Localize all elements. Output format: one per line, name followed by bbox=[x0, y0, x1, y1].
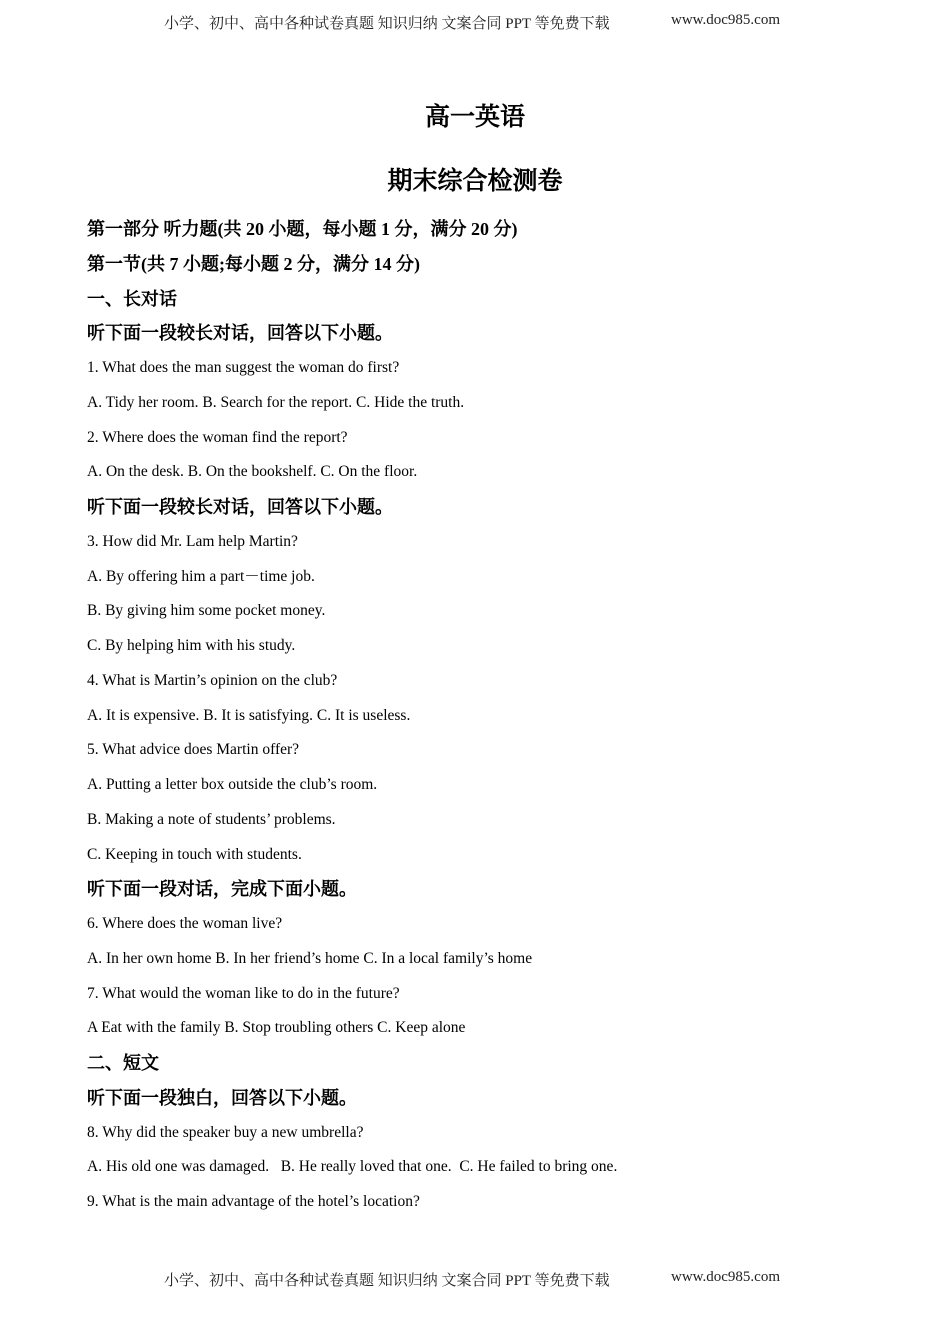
section-heading: 第一部分 听力题(共 20 小题，每小题 1 分，满分 20 分) bbox=[87, 219, 518, 239]
section-heading: 听下面一段较长对话，回答以下小题。 bbox=[87, 323, 393, 344]
question-line: 3. How did Mr. Lam help Martin? bbox=[87, 532, 298, 550]
question-line: A. It is expensive. B. It is satisfying. C. It is useless. bbox=[87, 706, 411, 724]
question-line: A. Tidy her room. B. Search for the report. C. Hide the truth. bbox=[87, 393, 465, 411]
section-heading: 一、长对话 bbox=[87, 288, 177, 309]
question-line: 1. What does the man suggest the woman do first? bbox=[87, 359, 400, 376]
section-heading: 听下面一段对话，完成下面小题。 bbox=[87, 879, 357, 900]
question-line: C. By helping him with his study. bbox=[87, 637, 296, 654]
section-heading: 听下面一段较长对话，回答以下小题。 bbox=[87, 497, 393, 517]
question-line: B. By giving him some pocket money. bbox=[87, 602, 326, 620]
footer-tagline: 小学、初中、高中各种试卷真题 知识归纳 文案合同 PPT 等免费下载 bbox=[164, 1273, 610, 1289]
document-subtitle: 期末综合检测卷 bbox=[387, 168, 563, 195]
question-line: C. Keeping in touch with students. bbox=[87, 845, 302, 863]
question-line: 6. Where does the woman live? bbox=[87, 915, 283, 932]
question-line: A. His old one was damaged. B. He really loved that one. C. He failed to bring one. bbox=[87, 1158, 618, 1176]
question-line: A. Putting a letter box outside the club’s room. bbox=[87, 776, 378, 793]
section-heading: 听下面一段独白，回答以下小题。 bbox=[87, 1087, 357, 1108]
document-body bbox=[87, 212, 887, 1220]
question-line: 9. What is the main advantage of the hotel’s location? bbox=[87, 1193, 420, 1210]
section-heading: 第一节(共 7 小题;每小题 2 分，满分 14 分) bbox=[87, 253, 420, 274]
question-line: A Eat with the family B. Stop troubling others C. Keep alone bbox=[87, 1019, 466, 1037]
question-line: 4. What is Martin’s opinion on the club? bbox=[87, 671, 338, 689]
question-line: A. In her own home B. In her friend’s home C. In a local family’s home bbox=[87, 949, 533, 967]
document-title: 高一英语 bbox=[424, 104, 525, 131]
footer-website-link[interactable]: www.doc985.com bbox=[671, 1269, 781, 1285]
question-line: 8. Why did the speaker buy a new umbrella? bbox=[87, 1123, 364, 1141]
question-line: A. By offering him a part－time job. bbox=[87, 567, 315, 585]
question-line: 7. What would the woman like to do in the future? bbox=[87, 984, 400, 1002]
section-heading: 二、短文 bbox=[87, 1053, 159, 1073]
question-line: 5. What advice does Martin offer? bbox=[87, 741, 300, 759]
question-line: A. On the desk. B. On the bookshelf. C. On the floor. bbox=[87, 463, 418, 481]
question-line: B. Making a note of students’ problems. bbox=[87, 810, 336, 828]
header-website-link[interactable]: www.doc985.com bbox=[671, 12, 781, 28]
question-line: 2. Where does the woman find the report? bbox=[87, 428, 348, 446]
header-tagline: 小学、初中、高中各种试卷真题 知识归纳 文案合同 PPT 等免费下载 bbox=[164, 16, 610, 32]
